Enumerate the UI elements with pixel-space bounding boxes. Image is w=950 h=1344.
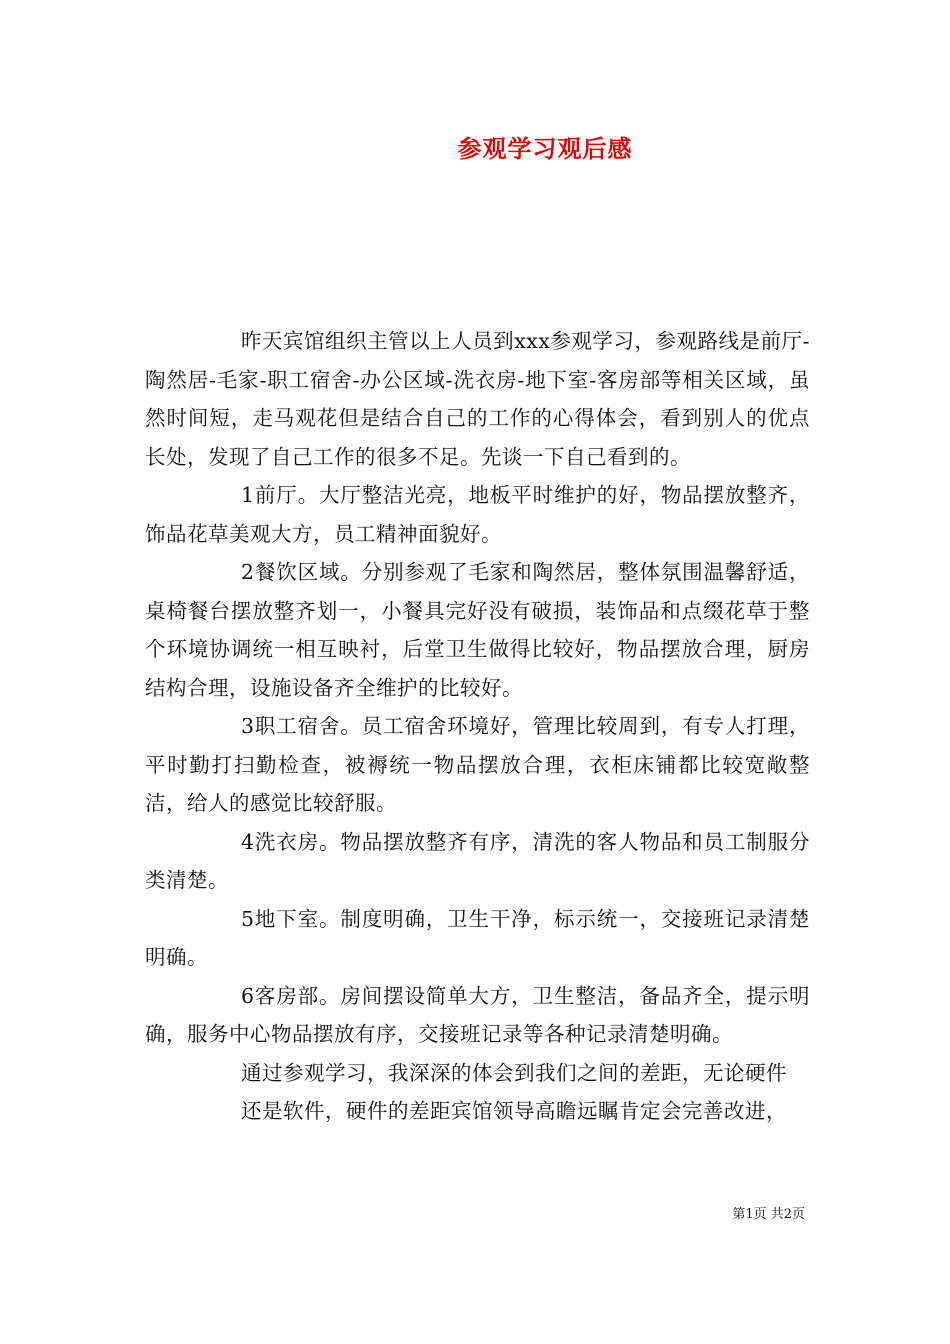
paragraph-staff-dorm: 3职工宿舍。员工宿舍环境好，管理比较周到，有专人打理，平时勤打扫勤检查，被褥统一物品摆放合理，衣柜床铺都比较宽敞整洁，给人的感觉比较舒服。	[145, 714, 810, 815]
document-title: 参观学习观后感	[457, 135, 633, 163]
paragraph-laundry: 4洗衣房。物品摆放整齐有序，清洗的客人物品和员工制服分类清楚。	[145, 829, 810, 892]
paragraph-housekeeping: 6客房部。房间摆设简单大方，卫生整洁，备品齐全，提示明确，服务中心物品摆放有序，交接班记录等各种记录清楚明确。	[145, 983, 810, 1046]
page-number-footer: 第1页 共2页	[732, 1207, 805, 1222]
paragraph-front-hall: 1前厅。大厅整洁光亮，地板平时维护的好，物品摆放整齐，饰品花草美观大方，员工精神面貌好。	[145, 483, 810, 546]
document-body	[145, 322, 810, 1131]
paragraph-intro: 昨天宾馆组织主管以上人员到xxx参观学习，参观路线是前厅-陶然居-毛家-职工宿舍-办公区域-洗衣房-地下室-客房部等相关区域，虽然时间短，走马观花但是结合自己的工作的心得体会，看到别人的优点长处，发现了自己工作的很多不足。先谈一下自己看到的。	[145, 329, 810, 469]
paragraph-basement: 5地下室。制度明确，卫生干净，标示统一，交接班记录清楚明确。	[145, 906, 810, 969]
paragraph-dining-area: 2餐饮区域。分别参观了毛家和陶然居，整体氛围温馨舒适，桌椅餐台摆放整齐划一，小餐具完好没有破损，装饰品和点缀花草于整个环境协调统一相互映衬，后堂卫生做得比较好，物品摆放合理，厨房结构合理，设施设备齐全维护的比较好。	[145, 560, 810, 700]
paragraph-reflection: 通过参观学习，我深深的体会到我们之间的差距，无论硬件	[241, 1060, 787, 1085]
paragraph-continuation: 还是软件，硬件的差距宾馆领导高瞻远瞩肯定会完善改进，	[241, 1099, 787, 1123]
